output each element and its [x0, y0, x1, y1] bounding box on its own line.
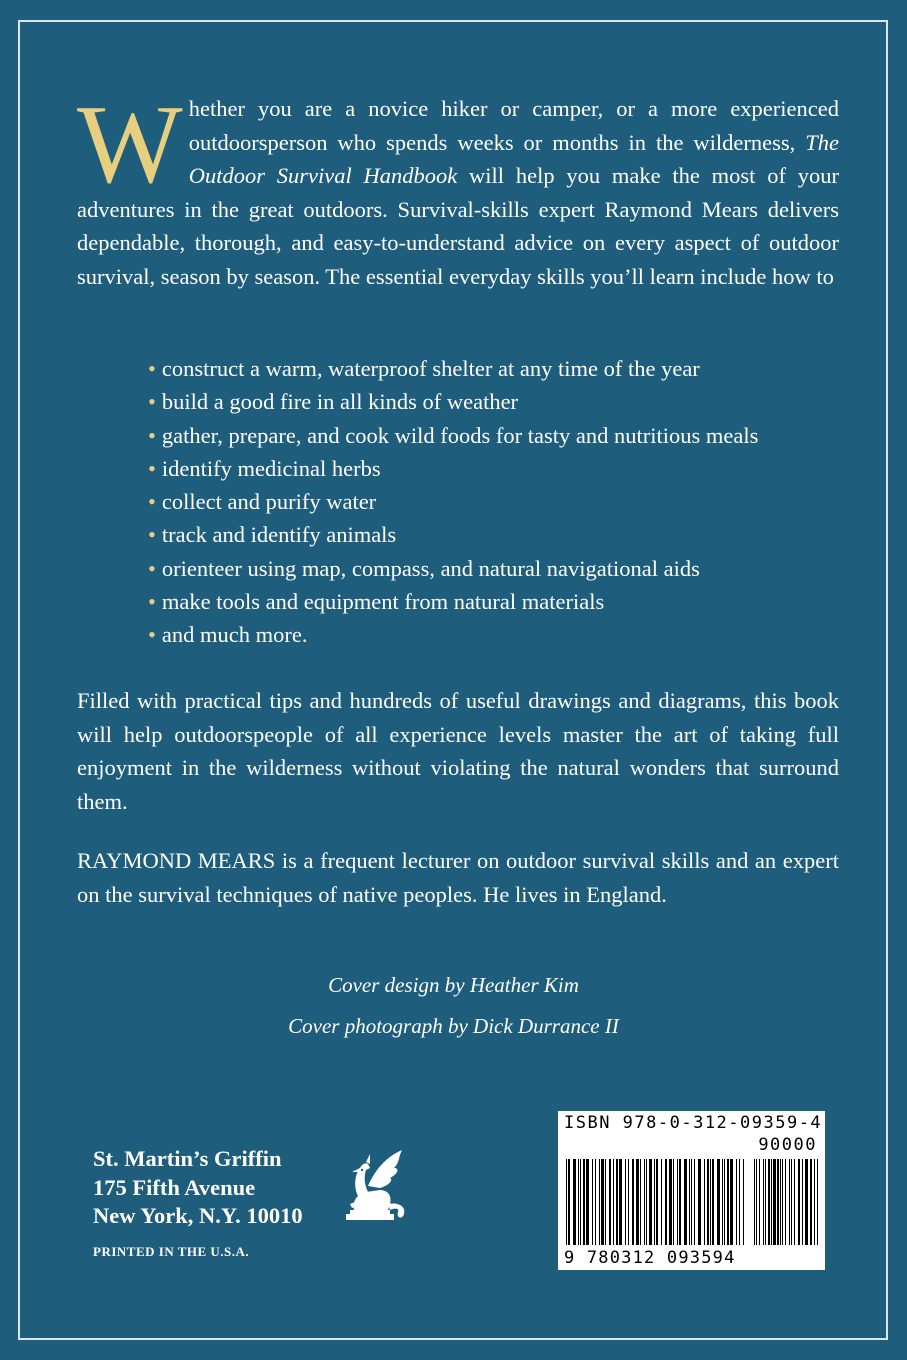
list-item: [148, 352, 848, 385]
barcode-bar: [613, 1159, 614, 1245]
barcode-bar: [712, 1159, 714, 1245]
list-item: [148, 485, 848, 518]
cover-photo-credit: Cover photograph by Dick Durrance II: [288, 1014, 619, 1038]
skills-list: [148, 352, 848, 652]
list-item: [148, 552, 848, 585]
barcode-bar: [599, 1159, 600, 1245]
list-item: [148, 452, 848, 485]
bullet-icon: •: [148, 489, 156, 515]
bullet-icon: •: [148, 589, 156, 615]
griffin-logo-icon: [340, 1146, 416, 1226]
barcode-bar: [665, 1159, 667, 1245]
barcode-bar: [636, 1159, 639, 1245]
barcode-bar: [754, 1159, 755, 1245]
intro-paragraph: [77, 83, 839, 293]
barcode-bar: [773, 1159, 776, 1245]
skill-text: gather, prepare, and cook wild foods for tasty and nutritious meals: [161, 422, 759, 448]
barcode-bar: [583, 1159, 585, 1245]
skill-text: build a good fire in all kinds of weather: [161, 389, 519, 415]
barcode-bar: [771, 1159, 772, 1245]
barcode-bar: [632, 1159, 634, 1245]
isbn-barcode: [558, 1111, 825, 1270]
barcode-bar: [573, 1159, 576, 1245]
list-item: [148, 385, 848, 418]
list-item: [148, 585, 848, 618]
barcode-bar: [777, 1159, 779, 1245]
barcode-bar: [689, 1159, 690, 1245]
skill-text: construct a warm, waterproof shelter at any time of the year: [161, 356, 700, 381]
barcode-bar: [730, 1159, 733, 1245]
bullet-icon: •: [148, 555, 156, 581]
barcode-bar: [566, 1159, 567, 1245]
barcode-bar: [673, 1159, 674, 1245]
price-code: 90000: [758, 1135, 817, 1155]
skill-text: orienteer using map, compass, and natural navigational aids: [161, 555, 700, 581]
barcode-bar: [698, 1159, 701, 1245]
barcode-bar: [739, 1159, 740, 1245]
barcode-bar: [717, 1159, 720, 1245]
barcode-bar: [817, 1159, 818, 1245]
barcode-bar: [640, 1159, 641, 1245]
book-title: The Outdoor Survival Handbook: [188, 129, 839, 188]
barcode-bar: [694, 1159, 695, 1245]
barcode-bar: [722, 1159, 723, 1245]
barcode-bar: [609, 1159, 611, 1245]
barcode-bar: [765, 1159, 766, 1245]
barcode-bar: [727, 1159, 729, 1245]
barcode-bar: [707, 1159, 709, 1245]
printed-in-label: PRINTED IN THE U.S.A.: [93, 1244, 250, 1259]
barcode-bar: [679, 1159, 681, 1245]
barcode-bar: [759, 1159, 760, 1245]
barcode-bar: [646, 1159, 647, 1245]
author-bio: RAYMOND MEARS is a frequent lecturer on outdoor survival skills and an expert on the survival techniques of native peoples. He lives in England.: [77, 848, 839, 907]
ean-digits: 9 780312 093594: [564, 1248, 736, 1268]
list-item: [148, 618, 848, 651]
bullet-icon: •: [148, 389, 156, 415]
barcode-bar: [768, 1159, 770, 1245]
barcode-bar: [592, 1159, 593, 1245]
barcode-bar: [736, 1159, 737, 1245]
intro-text-start: hether you are a novice hiker or camper, or a more experienced outdoorsperson who spends weeks or months in the wilderness,: [188, 96, 839, 155]
barcode-bar: [595, 1159, 596, 1245]
barcode-bar: [578, 1159, 579, 1245]
skill-text: collect and purify water: [161, 489, 377, 515]
barcode-bar: [802, 1159, 803, 1245]
barcode-bar: [798, 1159, 800, 1245]
barcode-bar: [568, 1159, 570, 1245]
barcode-bar: [691, 1159, 692, 1245]
barcode-bar: [628, 1159, 629, 1245]
barcode-bar: [704, 1159, 705, 1245]
barcode-bar: [810, 1159, 812, 1245]
barcode-bar: [724, 1159, 725, 1245]
barcode-bar: [661, 1159, 662, 1245]
barcode-bar: [677, 1159, 678, 1245]
barcode-bar: [649, 1159, 652, 1245]
list-item: [148, 518, 848, 551]
bullet-icon: •: [148, 356, 156, 381]
barcode-bar: [625, 1159, 626, 1245]
barcode-bar: [605, 1159, 606, 1245]
skill-text: track and identify animals: [161, 522, 397, 548]
barcode-bar: [794, 1159, 795, 1245]
cover-design-credit: Cover design by Heather Kim: [328, 973, 579, 997]
skill-text: and much more.: [161, 622, 308, 648]
barcode-bar: [654, 1159, 655, 1245]
barcode-bar: [756, 1159, 757, 1245]
drop-cap: W: [77, 83, 183, 207]
barcode-bar: [684, 1159, 687, 1245]
publisher-name: St. Martin’s Griffin: [93, 1146, 282, 1171]
barcode-bar: [644, 1159, 645, 1245]
barcode-bars: [558, 1111, 825, 1270]
skill-text: identify medicinal herbs: [161, 455, 381, 481]
barcode-bar: [785, 1159, 786, 1245]
barcode-bar: [586, 1159, 589, 1245]
barcode-bar: [789, 1159, 790, 1245]
barcode-bar: [616, 1159, 618, 1245]
barcode-bar: [743, 1159, 744, 1245]
barcode-bar: [805, 1159, 808, 1245]
barcode-bar: [763, 1159, 764, 1245]
publisher-city: New York, N.Y. 10010: [93, 1203, 303, 1228]
barcode-bar: [710, 1159, 711, 1245]
barcode-bar: [656, 1159, 658, 1245]
barcode-bar: [782, 1159, 783, 1245]
bullet-icon: •: [148, 422, 156, 448]
isbn-label: ISBN 978-0-312-09359-4: [564, 1113, 823, 1133]
barcode-bar: [791, 1159, 792, 1245]
skill-text: make tools and equipment from natural materials: [161, 589, 605, 615]
bullet-icon: •: [148, 622, 156, 648]
barcode-bar: [580, 1159, 581, 1245]
barcode-bar: [601, 1159, 604, 1245]
bullet-icon: •: [148, 455, 156, 481]
barcode-bar: [814, 1159, 815, 1245]
list-item: [148, 419, 848, 452]
intro-text-end: will help you make the most of your adventures in the great outdoors. Survival-skills expert Raymond Mears delivers dependable, thorough, and easy-to-understand advice on every aspect of outdoor survival, season by season. The essential everyday skills you’ll learn include how to: [77, 163, 839, 289]
publisher-street: 175 Fifth Avenue: [93, 1174, 256, 1200]
barcode-bar: [619, 1159, 622, 1245]
description-paragraph: Filled with practical tips and hundreds of useful drawings and diagrams, this book will help outdoorspeople of all experience levels master the art of taking full enjoyment in the wilderness without violating the natural wonders that surround them.: [77, 688, 839, 814]
bullet-icon: •: [148, 522, 156, 548]
barcode-bar: [780, 1159, 781, 1245]
barcode-bar: [669, 1159, 672, 1245]
publisher-address: [93, 1145, 303, 1231]
